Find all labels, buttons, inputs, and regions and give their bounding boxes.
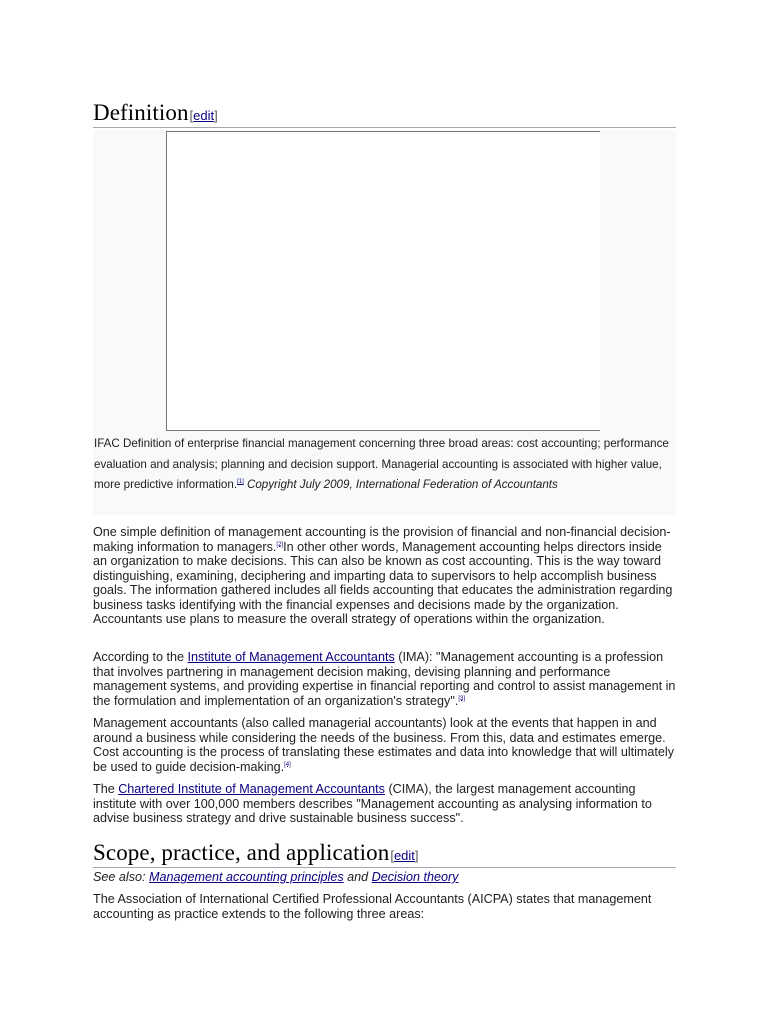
- figure-caption: [94, 434, 669, 496]
- reference-link[interactable]: [2]: [276, 541, 284, 548]
- reference-link[interactable]: [4]: [284, 761, 291, 768]
- section-heading-scope: [93, 840, 676, 868]
- reference-link[interactable]: [1]: [237, 479, 244, 486]
- figure-image[interactable]: [166, 131, 600, 431]
- edit-section-wrapper: [edit]: [189, 108, 218, 123]
- paragraph: The Association of International Certified Professional Accountants (AICPA) states that management accounting as practice extends to the following three areas:: [93, 892, 652, 921]
- section-title: Scope, practice, and application: [93, 840, 390, 865]
- paragraph: [93, 716, 676, 774]
- section-heading-definition: [93, 100, 676, 128]
- reference-marker: [458, 695, 465, 701]
- caption-text: IFAC Definition of enterprise financial management concerning three broad areas: cost accounting; performance evaluation and analysis; planning and decision support. Managerial accounting is associated with higher value, more predictive information.: [94, 437, 669, 491]
- edit-section-wrapper: [edit]: [390, 848, 419, 863]
- paragraph: [93, 525, 676, 627]
- see-also-label: See also:: [93, 870, 146, 884]
- paragraph: [93, 782, 676, 826]
- reference-link[interactable]: [3]: [458, 695, 465, 702]
- link-decision-theory[interactable]: Decision theory: [371, 870, 459, 884]
- paragraph-text: (IMA): "Management accounting is a profession that involves partnering in management decision making, devising planning and performance management systems, and providing expertise in financial reporting and control to assist management in the formulation and implementation of an organization's strategy".: [93, 650, 676, 708]
- see-also-note: [93, 870, 458, 884]
- paragraph-text: One simple definition of management accounting is the provision of financial and non-financial decision-making information to managers.: [93, 525, 671, 554]
- paragraph-text: According to the: [93, 650, 185, 664]
- paragraph-text: (CIMA), the largest management accounting institute with over 100,000 members describes "Management accounting as analysing information to advise business strategy and drive sustainable business success".: [93, 782, 652, 825]
- edit-link[interactable]: edit: [193, 108, 215, 123]
- edit-link[interactable]: edit: [393, 848, 415, 863]
- figure-thumbnail: [93, 130, 676, 515]
- link-ima[interactable]: Institute of Management Accountants: [187, 650, 395, 664]
- link-cima[interactable]: Chartered Institute of Management Accountants: [118, 782, 385, 796]
- link-management-accounting-principles[interactable]: Management accounting principles: [149, 870, 344, 884]
- paragraph-text: Management accountants (also called managerial accountants) look at the events that happen in and around a business while considering the needs of the business. From this, data and estimates emerge. Cost accounting is the process of translating these estimates and data into knowledge that will ultimately be used to guide decision-making.: [93, 716, 675, 774]
- reference-marker: [284, 761, 291, 767]
- paragraph: [93, 650, 676, 708]
- paragraph-text: The: [93, 782, 115, 796]
- caption-copyright: Copyright July 2009, International Federation of Accountants: [246, 478, 558, 491]
- paragraph-text: In other other words, Management accounting helps directors inside an organization to make decisions. This can also be known as cost accounting. This is the way toward distinguishing, examining, deciphering and imparting data to supervisors to help accomplish business goals. The information gathered includes all fields accounting that educates the administration regarding business tasks identifying with the financial expenses and decisions made by the organization. Accountants use plans to measure the overall strategy of operations within the organization.: [93, 539, 673, 626]
- reference-marker: [237, 479, 244, 485]
- section-title: Definition: [93, 100, 189, 125]
- see-also-conjunction: and: [347, 870, 369, 884]
